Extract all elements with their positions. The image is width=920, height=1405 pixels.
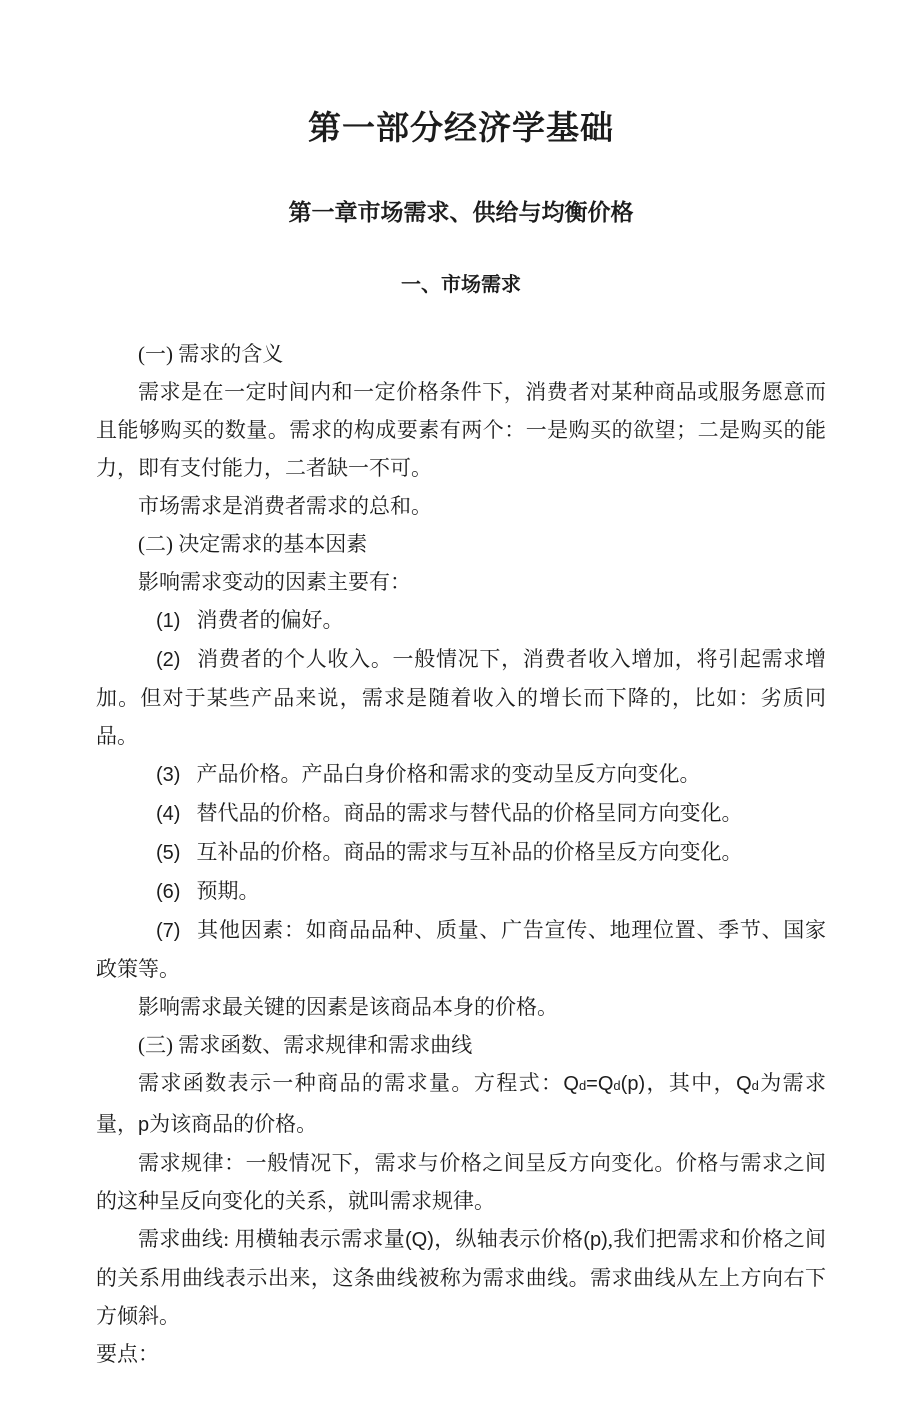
list-item-text: 其他因素：如商品品种、质量、广告宣传、地理位置、季节、国家政策等。: [96, 918, 826, 981]
list-item-text: 消费者的偏好。: [196, 608, 344, 632]
var-subscript-d: d: [578, 1078, 587, 1093]
paragraph-demand-law: 需求规律：一般情况下，需求与价格之间呈反方向变化。价格与需求之间的这种呈反向变化的关系，就叫需求规律。: [96, 1151, 826, 1213]
list-item-number: (4): [156, 803, 181, 825]
var-subscript-d: d: [751, 1078, 759, 1093]
part-title: 第一部分经济学基础: [308, 111, 614, 147]
subheading-demand-meaning: (一) 需求的含义: [138, 342, 284, 366]
var-q: Q: [563, 1073, 579, 1095]
list-item-number: (5): [156, 842, 181, 864]
formula-price-text: 为该商品的价格。: [149, 1112, 318, 1136]
list-item-factor-5: [96, 833, 826, 872]
subheading-demand-function: (三) 需求函数、需求规律和需求曲线: [138, 1033, 473, 1057]
list-item-factor-2: [96, 640, 826, 755]
curve-mid-text: ，纵轴表示价格: [433, 1227, 584, 1251]
paragraph-key-factor: 影响需求最关键的因素是该商品本身的价格。: [138, 995, 558, 1019]
var-p-paren: (p): [620, 1073, 646, 1095]
list-item-number: (1): [156, 610, 181, 632]
list-item-factor-4: [96, 794, 826, 833]
document-body: [96, 335, 826, 1373]
chapter-title: 第一章市场需求、供给与均衡价格: [288, 200, 634, 225]
paragraph-demand-definition: 需求是在一定时间内和一定价格条件下，消费者对某种商品或服务愿意而且能够购买的数量。需求的构成要素有两个：一是购买的欲望；二是购买的能力，即有支付能力，二者缺一不可。: [96, 380, 826, 480]
list-item-text: 预期。: [196, 879, 260, 903]
var-q: Q: [597, 1073, 614, 1095]
equals-sign: =: [586, 1073, 598, 1095]
var-p-paren: (p): [583, 1229, 608, 1251]
curve-tail-text: ,我们把需求和价格之间的关系用曲线表示出来，这条曲线被称为需求曲线。需求曲线从左上方向右下方倾斜。: [96, 1227, 827, 1328]
paragraph-factors-intro: 影响需求变动的因素主要有：: [138, 570, 411, 594]
paragraph-demand-function: [96, 1064, 826, 1144]
list-item-number: (3): [156, 764, 181, 786]
var-q-paren: (Q): [405, 1229, 434, 1251]
var-q: Q: [736, 1073, 752, 1095]
paragraph-key-points-label: 要点：: [96, 1342, 159, 1366]
list-item-text: 产品价格。产品白身价格和需求的变动呈反方向变化。: [196, 762, 701, 786]
document-page: [0, 102, 920, 1373]
paragraph-demand-curve: [96, 1220, 826, 1335]
list-item-number: (7): [156, 920, 181, 942]
section-heading: 一、市场需求: [401, 274, 521, 296]
paragraph-market-demand: 市场需求是消费者需求的总和。: [138, 494, 432, 518]
var-p: p: [138, 1114, 150, 1136]
list-item-factor-6: [96, 872, 826, 911]
formula-lead-text: 需求函数表示一种商品的需求量。方程式：: [138, 1071, 564, 1095]
list-item-number: (2): [156, 649, 181, 671]
list-item-number: (6): [156, 881, 181, 903]
list-item-text: 消费者的个人收入。一般情况下，消费者收入增加，将引起需求增加。但对于某些产品来说，需求是随着收入的增长而下降的，比如：劣质冋品。: [96, 647, 826, 748]
list-item-factor-7: [96, 911, 826, 988]
var-subscript-d: d: [613, 1078, 621, 1093]
list-item-text: 互补品的价格。商品的需求与互补品的价格呈反方向变化。: [196, 840, 743, 864]
curve-lead-text: 需求曲线: 用横轴表示需求量: [138, 1227, 405, 1251]
list-item-factor-1: [96, 601, 826, 640]
subheading-demand-factors: (二) 决定需求的基本因素: [138, 532, 368, 556]
list-item-factor-3: [96, 755, 826, 794]
list-item-text: 替代品的价格。商品的需求与替代品的价格呈同方向变化。: [196, 801, 743, 825]
formula-quantity-text: 为需求量，: [96, 1071, 827, 1136]
formula-mid-text: ，其中，: [645, 1071, 737, 1095]
